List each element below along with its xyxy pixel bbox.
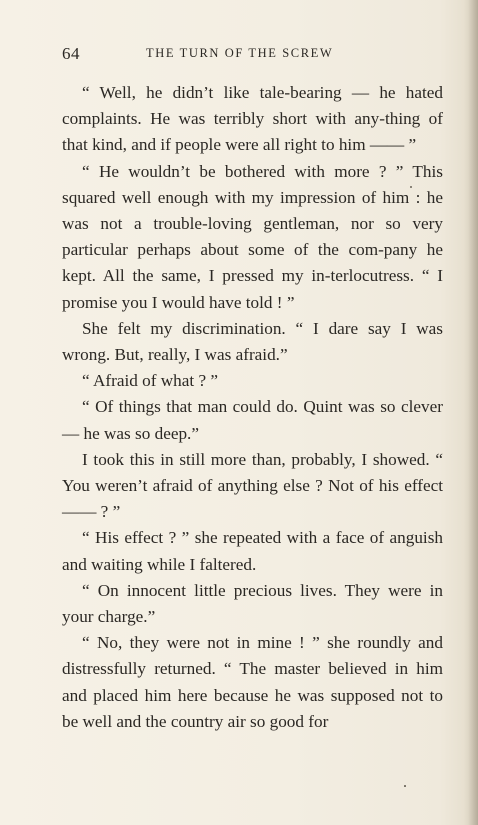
page-header [62,44,442,64]
paragraph: “ He wouldn’t be bothered with more ? ” This squared well enough with my impression of him : he was not a trouble-loving gentleman, nor so very particular perhaps about some of the com-pany he kept. All the same, I pressed my in-terlocutress. “ I promise you I would have told ! ” [62,161,443,312]
running-head: THE TURN OF THE SCREW [146,46,334,60]
page-edge-shadow [468,0,478,825]
paragraph: “ Of things that man could do. Quint was so clever — he was so deep.” [62,397,443,443]
paragraph: “ On innocent little precious lives. They were in your charge.” [62,580,443,627]
page-number: 64 [62,44,80,63]
paragraph: “ Well, he didn’t like tale-bearing — he hated complaints. He was terribly short with any-thing of that kind, and if people were all right to him —— ” [62,83,443,155]
paragraph: She felt my discrimination. “ I dare say I was wrong. But, really, I was afraid.” [62,318,443,365]
paper-speck [404,785,406,787]
paragraph: I took this in still more than, probably, I showed. “ You weren’t afraid of anything else ? Not of his effect —— ? ” [62,449,443,522]
body-text [62,80,443,735]
paragraph: “ His effect ? ” she repeated with a face of anguish and waiting while I faltered. [62,528,443,574]
paragraph: “ No, they were not in mine ! ” she roundly and distressfully returned. “ The master believed in him and placed him here because he was supposed not to be well and the country air so good for [62,633,443,731]
paper-speck [410,186,412,188]
paragraph: “ Afraid of what ? ” [82,371,219,391]
